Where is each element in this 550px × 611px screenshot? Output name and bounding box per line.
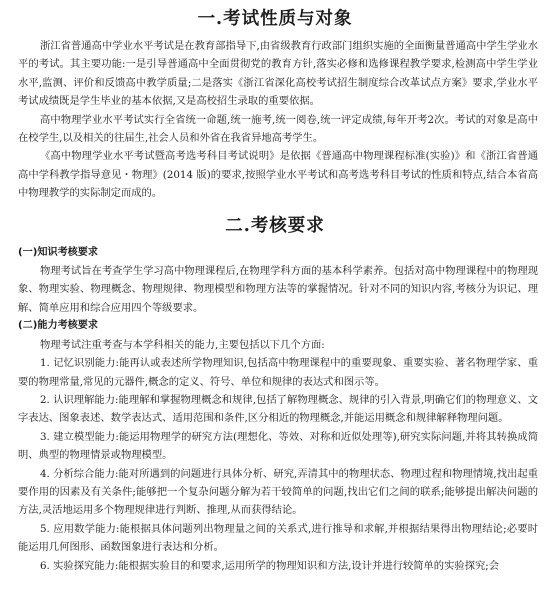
ability-item: 5. 应用数学能力:能根据具体问题列出物理量之间的关系式,进行推导和求解,并根据结果得出物理结论;必要时能运用几何图形、函数图象进行表达和分析。	[18, 522, 538, 554]
ability-requirements-heading: (二)能力考核要求	[18, 320, 99, 332]
section-2-title: 二.考核要求	[225, 215, 325, 236]
ability-item: 6. 实验探究能力:能根据实验目的和要求,运用所学的物理知识和方法,设计并进行较简单的实验探究;会	[40, 559, 500, 572]
ability-item: 1. 记忆识别能力:能再认或表述所学物理知识,包括高中物理课程中的重要现象、重要实验、著名物理学家、重要的物理常量,常见的元器件,概念的定义、符号、单位和规律的表达式和图示等。	[18, 357, 538, 388]
ability-item: 2. 认识理解能力:能理解和掌握物理概念和规律,包括了解物理概念、规律的引入背景,明确它们的物理意义、文字表达、图象表述、数学表达式、适用范围和条件,区分相近的物理概念,并能运用概念和规律解释物理问题。	[18, 393, 538, 425]
section-1-paragraph: 浙江省普通高中学业水平考试是在教育部指导下,由省级教育行政部门组织实施的全面衡量普通高中学生学业水平的考试。其主要功能:一是引导普通高中全面贯彻党的教育方针,落实必修和选修课程教学要求,检测高中学生学业水平,监测、评价和反馈高中教学质量;二是落实《浙江省深化高校考试招生制度综合改革试点方案》要求,学业水平考试成绩既是学生毕业的基本依据,又是高校招生录取的重要依据。	[18, 40, 538, 108]
section-1-paragraph: 高中物理学业水平考试实行全省统一命题,统一施考,统一阅卷,统一评定成绩,每年开考2次。考试的对象是高中在校学生,以及相关的往届生,社会人员和外省在我省异地高考学生。	[18, 113, 538, 145]
section-1-title: 一.考试性质与对象	[197, 9, 353, 29]
section-1-paragraph: 《高中物理学业水平考试暨高考选考科目考试说明》是依据《普通高中物理课程标准(实验)》和《浙江省普通高中学科教学指导意见・物理》(2014 版)的要求,按照学业水平考试和高考选考科目考试的性质和特点,结合本省高中物理教学的实际制定而成的。	[18, 150, 538, 200]
knowledge-requirements-heading: (一)知识考核要求	[18, 246, 99, 258]
ability-requirements-intro: 物理考试注重考查与本学科相关的能力,主要包括以下几个方面:	[40, 338, 325, 351]
knowledge-requirements-text: 物理考试旨在考查学生学习高中物理课程后,在物理学科方面的基本科学素养。包括对高中物理课程中的物理现象、物理实验、物理概念、物理规律、物理模型和物理方法等的掌握情况。针对不同的知识内容,考核分为识记、理解、简单应用和综合应用四个等级要求。	[18, 265, 538, 314]
ability-item: 3. 建立模型能力:能运用物理学的研究方法(理想化、等效、对称和近似处理等),研究实际问题,并将其转换成简明、典型的物理情景或物理模型。	[18, 430, 538, 462]
ability-item: 4. 分析综合能力:能对所遇到的问题进行具体分析、研究,弄清其中的物理状态、物理过程和物理情境,找出起重要作用的因素及有关条件;能够把一个复杂问题分解为若干较简单的问题,找出它们之间的联系;能够提出解决问题的方法,灵活地运用多个物理规律进行判断、推理,从而获得结论。	[18, 467, 538, 517]
